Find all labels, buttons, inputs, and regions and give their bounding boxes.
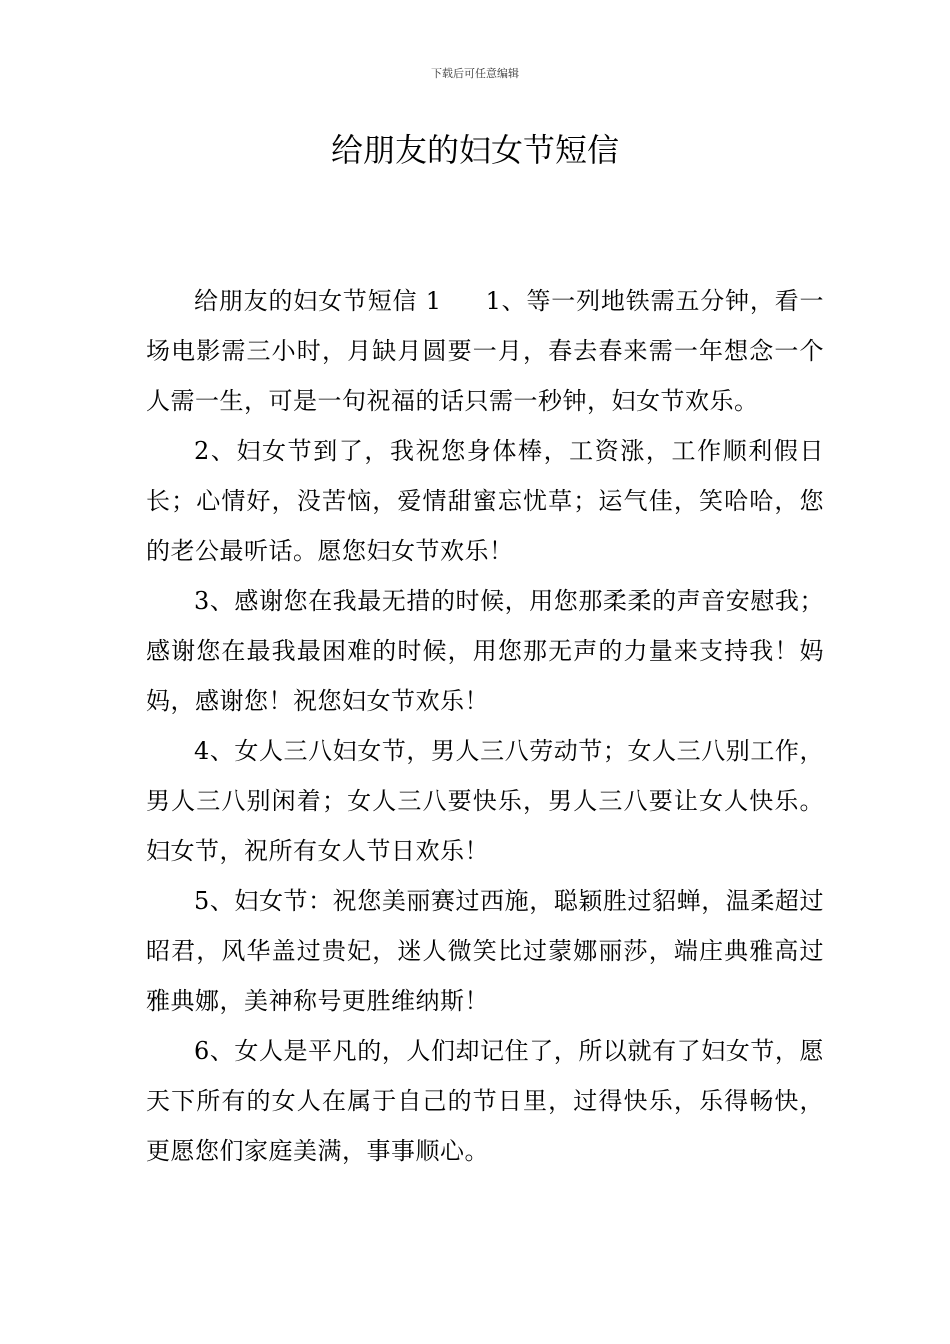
paragraph-1-text: 1、等一列地铁需五分钟，看一场电影需三小时，月缺月圆要一月，春去春来需一年想念一个人需一生，可是一句祝福的话只需一秒钟，妇女节欢乐。 — [146, 287, 824, 415]
section-heading: 给朋友的妇女节短信 1 — [194, 287, 442, 315]
paragraph-4: 4、女人三八妇女节，男人三八劳动节；女人三八别工作，男人三八别闲着；女人三八要快乐，男人三八要让女人快乐。妇女节，祝所有女人节日欢乐！ — [146, 737, 824, 865]
paragraph-2: 2、妇女节到了，我祝您身体棒，工资涨，工作顺利假日长；心情好，没苦恼，爱情甜蜜忘忧草；运气佳，笑哈哈，您的老公最听话。愿您妇女节欢乐！ — [146, 437, 824, 565]
paragraph-1 — [146, 276, 824, 426]
document-body — [146, 276, 824, 1176]
paragraph-3: 3、感谢您在我最无措的时候，用您那柔柔的声音安慰我；感谢您在最我最困难的时候，用您那无声的力量来支持我！妈妈，感谢您！祝您妇女节欢乐！ — [146, 587, 824, 715]
header-note: 下载后可任意编辑 — [431, 67, 519, 80]
paragraph-5: 5、妇女节：祝您美丽赛过西施，聪颖胜过貂蝉，温柔超过昭君，风华盖过贵妃，迷人微笑比过蒙娜丽莎，端庄典雅高过雅典娜，美神称号更胜维纳斯！ — [146, 887, 824, 1015]
document-title: 给朋友的妇女节短信 — [330, 131, 619, 169]
paragraph-6: 6、女人是平凡的，人们却记住了，所以就有了妇女节，愿天下所有的女人在属于自己的节日里，过得快乐，乐得畅快，更愿您们家庭美满，事事顺心。 — [146, 1037, 824, 1165]
